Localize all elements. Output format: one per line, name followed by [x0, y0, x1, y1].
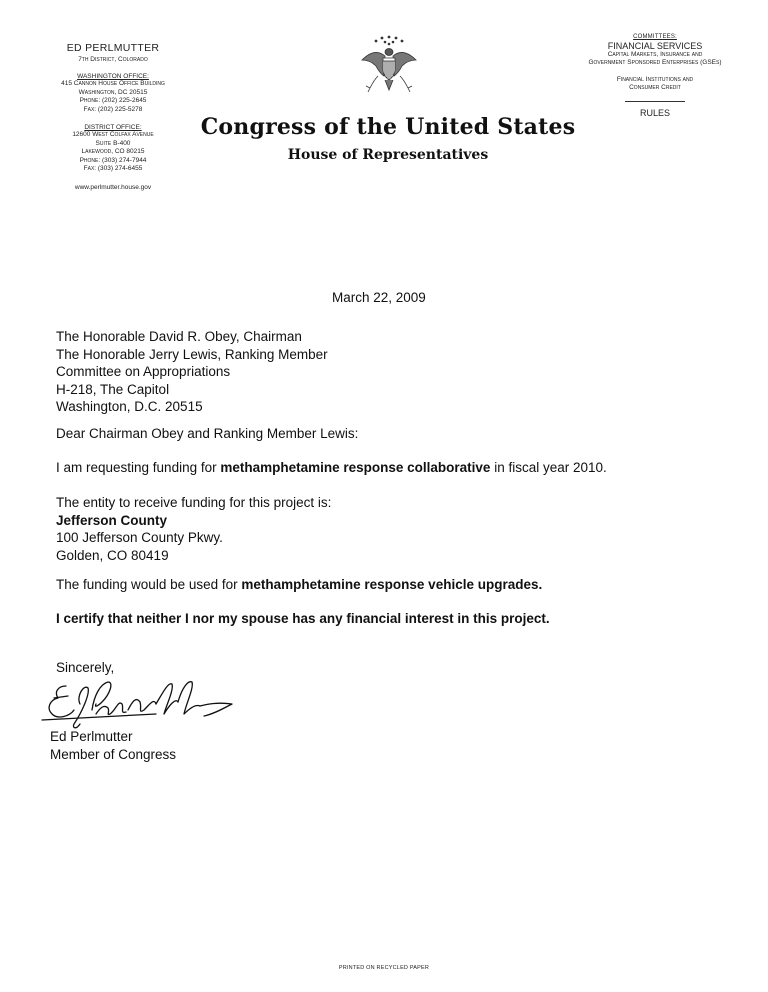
washington-office-title: WASHINGTON OFFICE: [77, 73, 149, 80]
district-office-line: Lakewood, CO 80215 [81, 148, 145, 155]
recipient-address [56, 328, 328, 416]
signature-block [50, 728, 176, 763]
member-name: ED PERLMUTTER [66, 42, 160, 54]
footer-note: PRINTED ON RECYCLED PAPER [338, 965, 430, 971]
letter-date: March 22, 2009 [332, 290, 426, 305]
funding-request-paragraph [56, 460, 607, 475]
subcommittee-line: Financial Institutions and [616, 76, 694, 83]
signer-title: Member of Congress [50, 746, 177, 762]
entity-city: Golden, CO 80419 [56, 547, 169, 563]
funding-use: methamphetamine response vehicle upgrades. [241, 577, 543, 592]
congressional-seal-icon [354, 30, 424, 100]
subcommittee-line: Consumer Credit [629, 84, 681, 91]
subcommittee-line: Capital Markets, Insurance and [607, 51, 703, 58]
address-line: Committee on Appropriations [56, 364, 231, 379]
washington-office-line: Fax: (202) 225-5278 [83, 105, 143, 113]
paragraph-text: I am requesting funding for [56, 460, 221, 475]
member-info-block [38, 42, 188, 191]
congress-title: Congress of the United States [200, 114, 576, 140]
washington-office-line: Washington, DC 20515 [78, 88, 148, 96]
address-line: The Honorable David R. Obey, Chairman [56, 329, 302, 344]
committee-financial-services: FINANCIAL SERVICES [607, 41, 703, 51]
entity-street: 100 Jefferson County Pkwy. [56, 530, 223, 545]
district-office-line: Fax: (303) 274-6455 [83, 165, 143, 172]
committees-title: COMMITTEES: [633, 34, 677, 40]
entity-block [56, 494, 331, 564]
signer-name: Ed Perlmutter [50, 729, 133, 744]
divider [625, 101, 685, 102]
house-title: House of Representatives [287, 147, 489, 163]
district-office-line: Suite B-400 [95, 139, 131, 147]
paragraph-text: in fiscal year 2010. [490, 460, 607, 475]
committee-rules: RULES [639, 108, 670, 118]
district-office-line: Phone: (303) 274-7944 [79, 156, 147, 164]
website-link[interactable]: www.perlmutter.house.gov [74, 183, 152, 191]
subcommittee-line: Government Sponsored Enterprises (GSEs) [588, 59, 722, 66]
entity-name: Jefferson County [56, 512, 168, 528]
district-office-title: DISTRICT OFFICE: [84, 124, 142, 131]
district-office-line: 12600 West Colfax Avenue [72, 131, 154, 138]
washington-office-line: 415 Cannon House Office Building [61, 80, 165, 87]
committees-block [570, 34, 740, 118]
paragraph-text: The funding would be used for [56, 577, 242, 592]
certification-statement: I certify that neither I nor my spouse has any financial interest in this project. [56, 611, 550, 626]
funding-use-paragraph [56, 577, 542, 592]
salutation: Dear Chairman Obey and Ranking Member Lewis: [56, 426, 359, 441]
member-district: 7th District, Colorado [78, 56, 148, 63]
entity-intro: The entity to receive funding for this project is: [56, 495, 332, 510]
address-line: Washington, D.C. 20515 [56, 399, 203, 414]
address-line: H-218, The Capitol [56, 381, 170, 397]
washington-office-line: Phone: (202) 225-2645 [79, 97, 147, 104]
project-name: methamphetamine response collaborative [220, 460, 491, 475]
closing: Sincerely, [56, 660, 115, 675]
address-line: The Honorable Jerry Lewis, Ranking Member [56, 346, 328, 362]
